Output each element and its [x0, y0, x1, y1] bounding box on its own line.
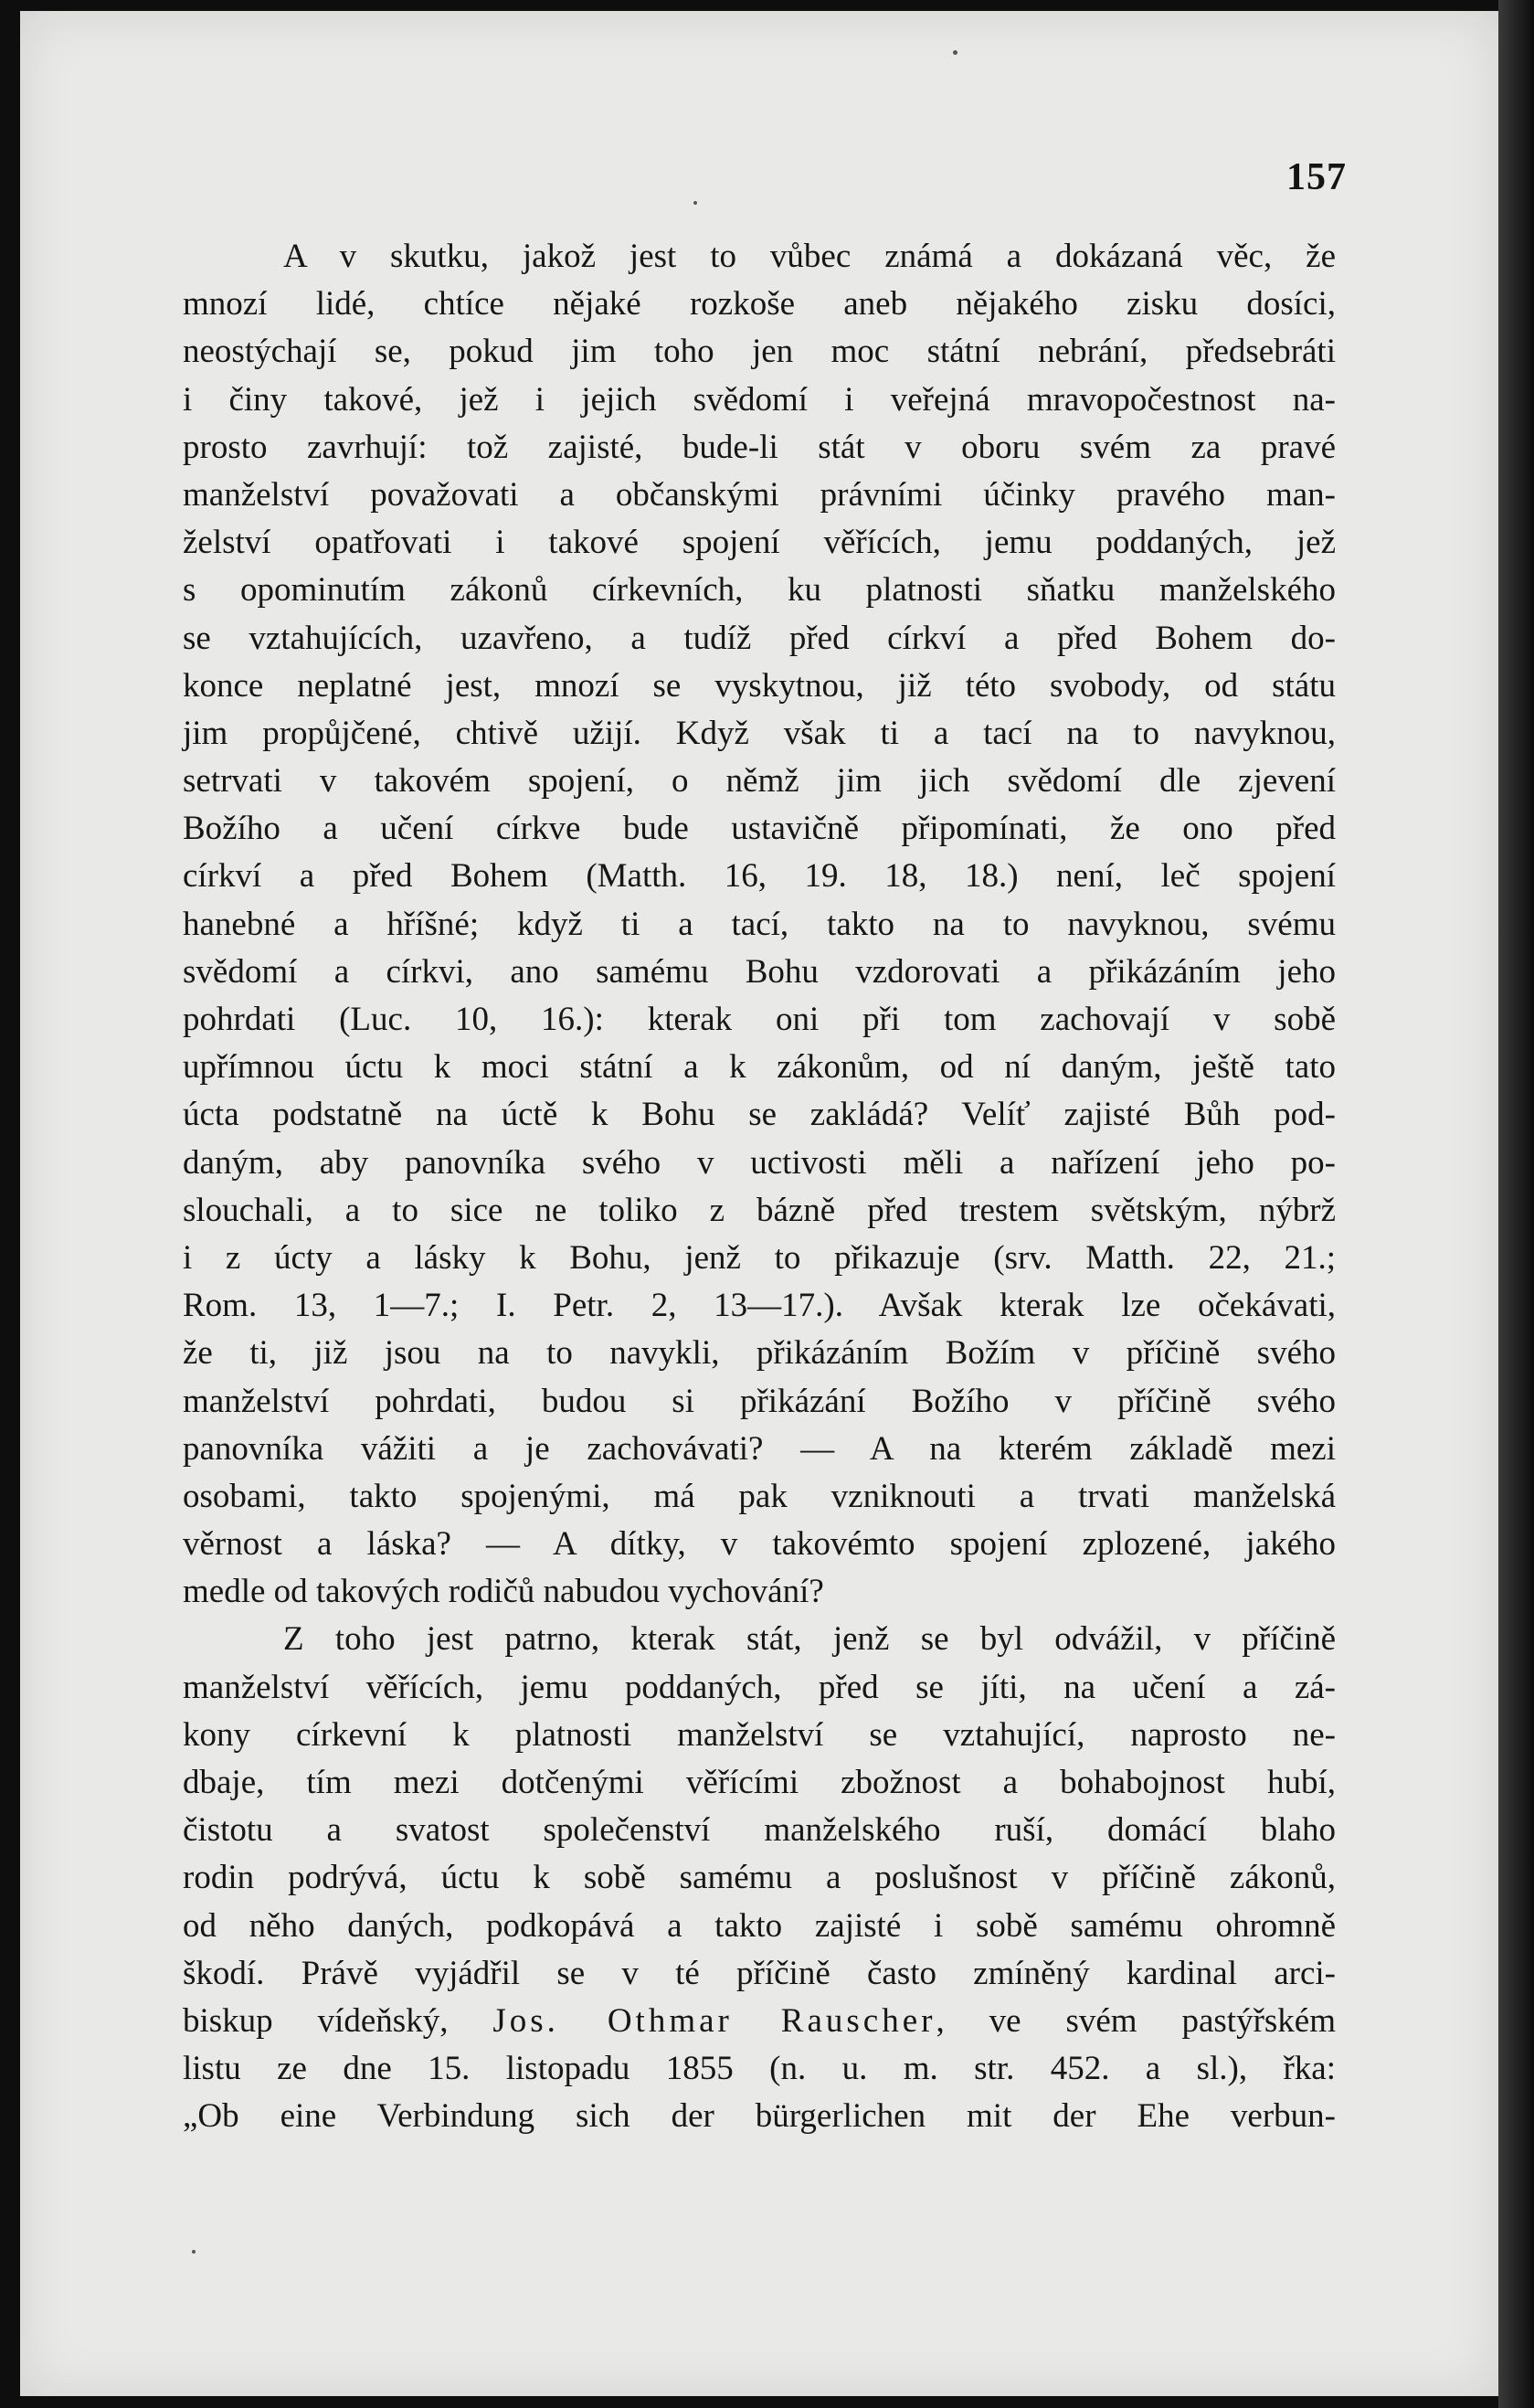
text-line: škodí. Právě vyjádřil se v té příčině často zmíněný kardinal arci-: [183, 1954, 1336, 1992]
text-line: že ti, již jsou na to navykli, přikázáním Božím v příčině svého: [183, 1334, 1336, 1373]
text-line: Božího a učení církve bude ustavičně připomínati, že ono před: [183, 810, 1336, 848]
page-edge-shadow: [1498, 0, 1534, 2408]
ink-speck: [693, 201, 697, 205]
text-line: se vztahujících, uzavřeno, a tudíž před církví a před Bohem do-: [183, 619, 1336, 657]
text-line: konce neplatné jest, mnozí se vyskytnou, již této svobody, od státu: [183, 666, 1336, 705]
text-line: želství opatřovati i takové spojení věřících, jemu poddaných, jež: [183, 524, 1336, 562]
text-line: i z úcty a lásky k Bohu, jenž to přikazuje (srv. Matth. 22, 21.;: [183, 1238, 1336, 1277]
text-line: medle od takových rodičů nabudou vychování?: [183, 1573, 824, 1611]
paragraph-1: [183, 233, 1336, 1616]
text-line: A v skutku, jakož jest to vůbec známá a dokázaná věc, že: [283, 238, 1336, 275]
text-line: pohrdati (Luc. 10, 16.): kterak oni při tom zachovají v sobě: [183, 1001, 1336, 1038]
text-line: setrvati v takovém spojení, o němž jim jich svědomí dle zjevení: [183, 762, 1336, 801]
text-line: manželství považovati a občanskými právními účinky pravého man-: [183, 475, 1336, 514]
text-line: panovníka vážiti a je zachovávati? — A na kterém základě mezi: [183, 1429, 1336, 1468]
text-line: neostýchají se, pokud jim toho jen moc státní nebrání, předsebráti: [183, 333, 1336, 371]
text-fragment: biskup vídeňský,: [183, 2001, 493, 2040]
text-line: slouchali, a to sice ne toliko z bázně před trestem světským, nýbrž: [183, 1191, 1336, 1229]
text-fragment: , ve svém pastýřském: [936, 2001, 1337, 2040]
text-line: mnozí lidé, chtíce nějaké rozkoše aneb nějakého zisku dosíci,: [183, 285, 1336, 324]
text-line: s opominutím zákonů církevních, ku platnosti sňatku manželského: [183, 571, 1336, 610]
text-line: od něho daných, podkopává a takto zajisté i sobě samému ohromně: [183, 1906, 1336, 1945]
text-line: dbaje, tím mezi dotčenými věřícími zbožnost a bohabojnost hubí,: [183, 1764, 1336, 1801]
author-name-spaced: Jos. Othmar Rauscher: [492, 2001, 936, 2040]
text-line: manželství věřících, jemu poddaných, před se jíti, na učení a zá-: [183, 1668, 1336, 1706]
text-line: osobami, takto spojenými, má pak vzniknouti a trvati manželská: [183, 1477, 1336, 1515]
text-line: hanebné a hříšné; když ti a tací, takto na to navyknou, svému: [183, 905, 1336, 943]
text-line: věrnost a láska? — A dítky, v takovémto spojení zplozené, jakého: [183, 1525, 1336, 1564]
text-line: „Ob eine Verbindung sich der bürgerlichen mit der Ehe verbun-: [183, 2097, 1336, 2136]
text-line: rodin podrývá, úctu k sobě samému a poslušnost v příčině zákonů,: [183, 1859, 1336, 1897]
text-line: církví a před Bohem (Matth. 16, 19. 18, 18.) není, leč spojení: [183, 857, 1336, 896]
text-line: čistotu a svatost společenství manželského ruší, domácí blaho: [183, 1811, 1336, 1850]
text-line: daným, aby panovníka svého v uctivosti měli a nařízení jeho po-: [183, 1143, 1336, 1182]
text-line: úcta podstatně na úctě k Bohu se zakládá? Velíť zajisté Bůh pod-: [183, 1096, 1336, 1134]
ink-speck: [953, 50, 957, 55]
text-line-with-spaced-name: [183, 1998, 1336, 2045]
text-line: svědomí a církvi, ano samému Bohu vzdorovati a přikázáním jeho: [183, 952, 1336, 991]
text-line: prosto zavrhují: tož zajisté, bude-li stát v oboru svém za pravé: [183, 428, 1336, 466]
text-line: jim propůjčené, chtivě užijí. Když však ti a tací na to navyknou,: [183, 714, 1336, 752]
body-text: [183, 233, 1336, 2141]
text-line: kony církevní k platnosti manželství se vztahující, naprosto ne-: [183, 1715, 1336, 1754]
page-number: 157: [1286, 156, 1347, 198]
text-line: manželství pohrdati, budou si přikázání Božího v příčině svého: [183, 1382, 1336, 1420]
text-line: Rom. 13, 1—7.; I. Petr. 2, 13—17.). Avšak kterak lze očekávati,: [183, 1287, 1336, 1325]
ink-speck: [192, 2250, 196, 2254]
text-line: listu ze dne 15. listopadu 1855 (n. u. m. str. 452. a sl.), řka:: [183, 2050, 1336, 2088]
paragraph-2: [183, 1616, 1336, 2140]
text-line: upřímnou úctu k moci státní a k zákonům, od ní daným, ještě tato: [183, 1048, 1336, 1087]
text-line: Z toho jest patrno, kterak stát, jenž se byl odvážil, v příčině: [283, 1620, 1336, 1659]
text-line: i činy takové, jež i jejich svědomí i veřejná mravopočestnost na-: [183, 380, 1336, 419]
